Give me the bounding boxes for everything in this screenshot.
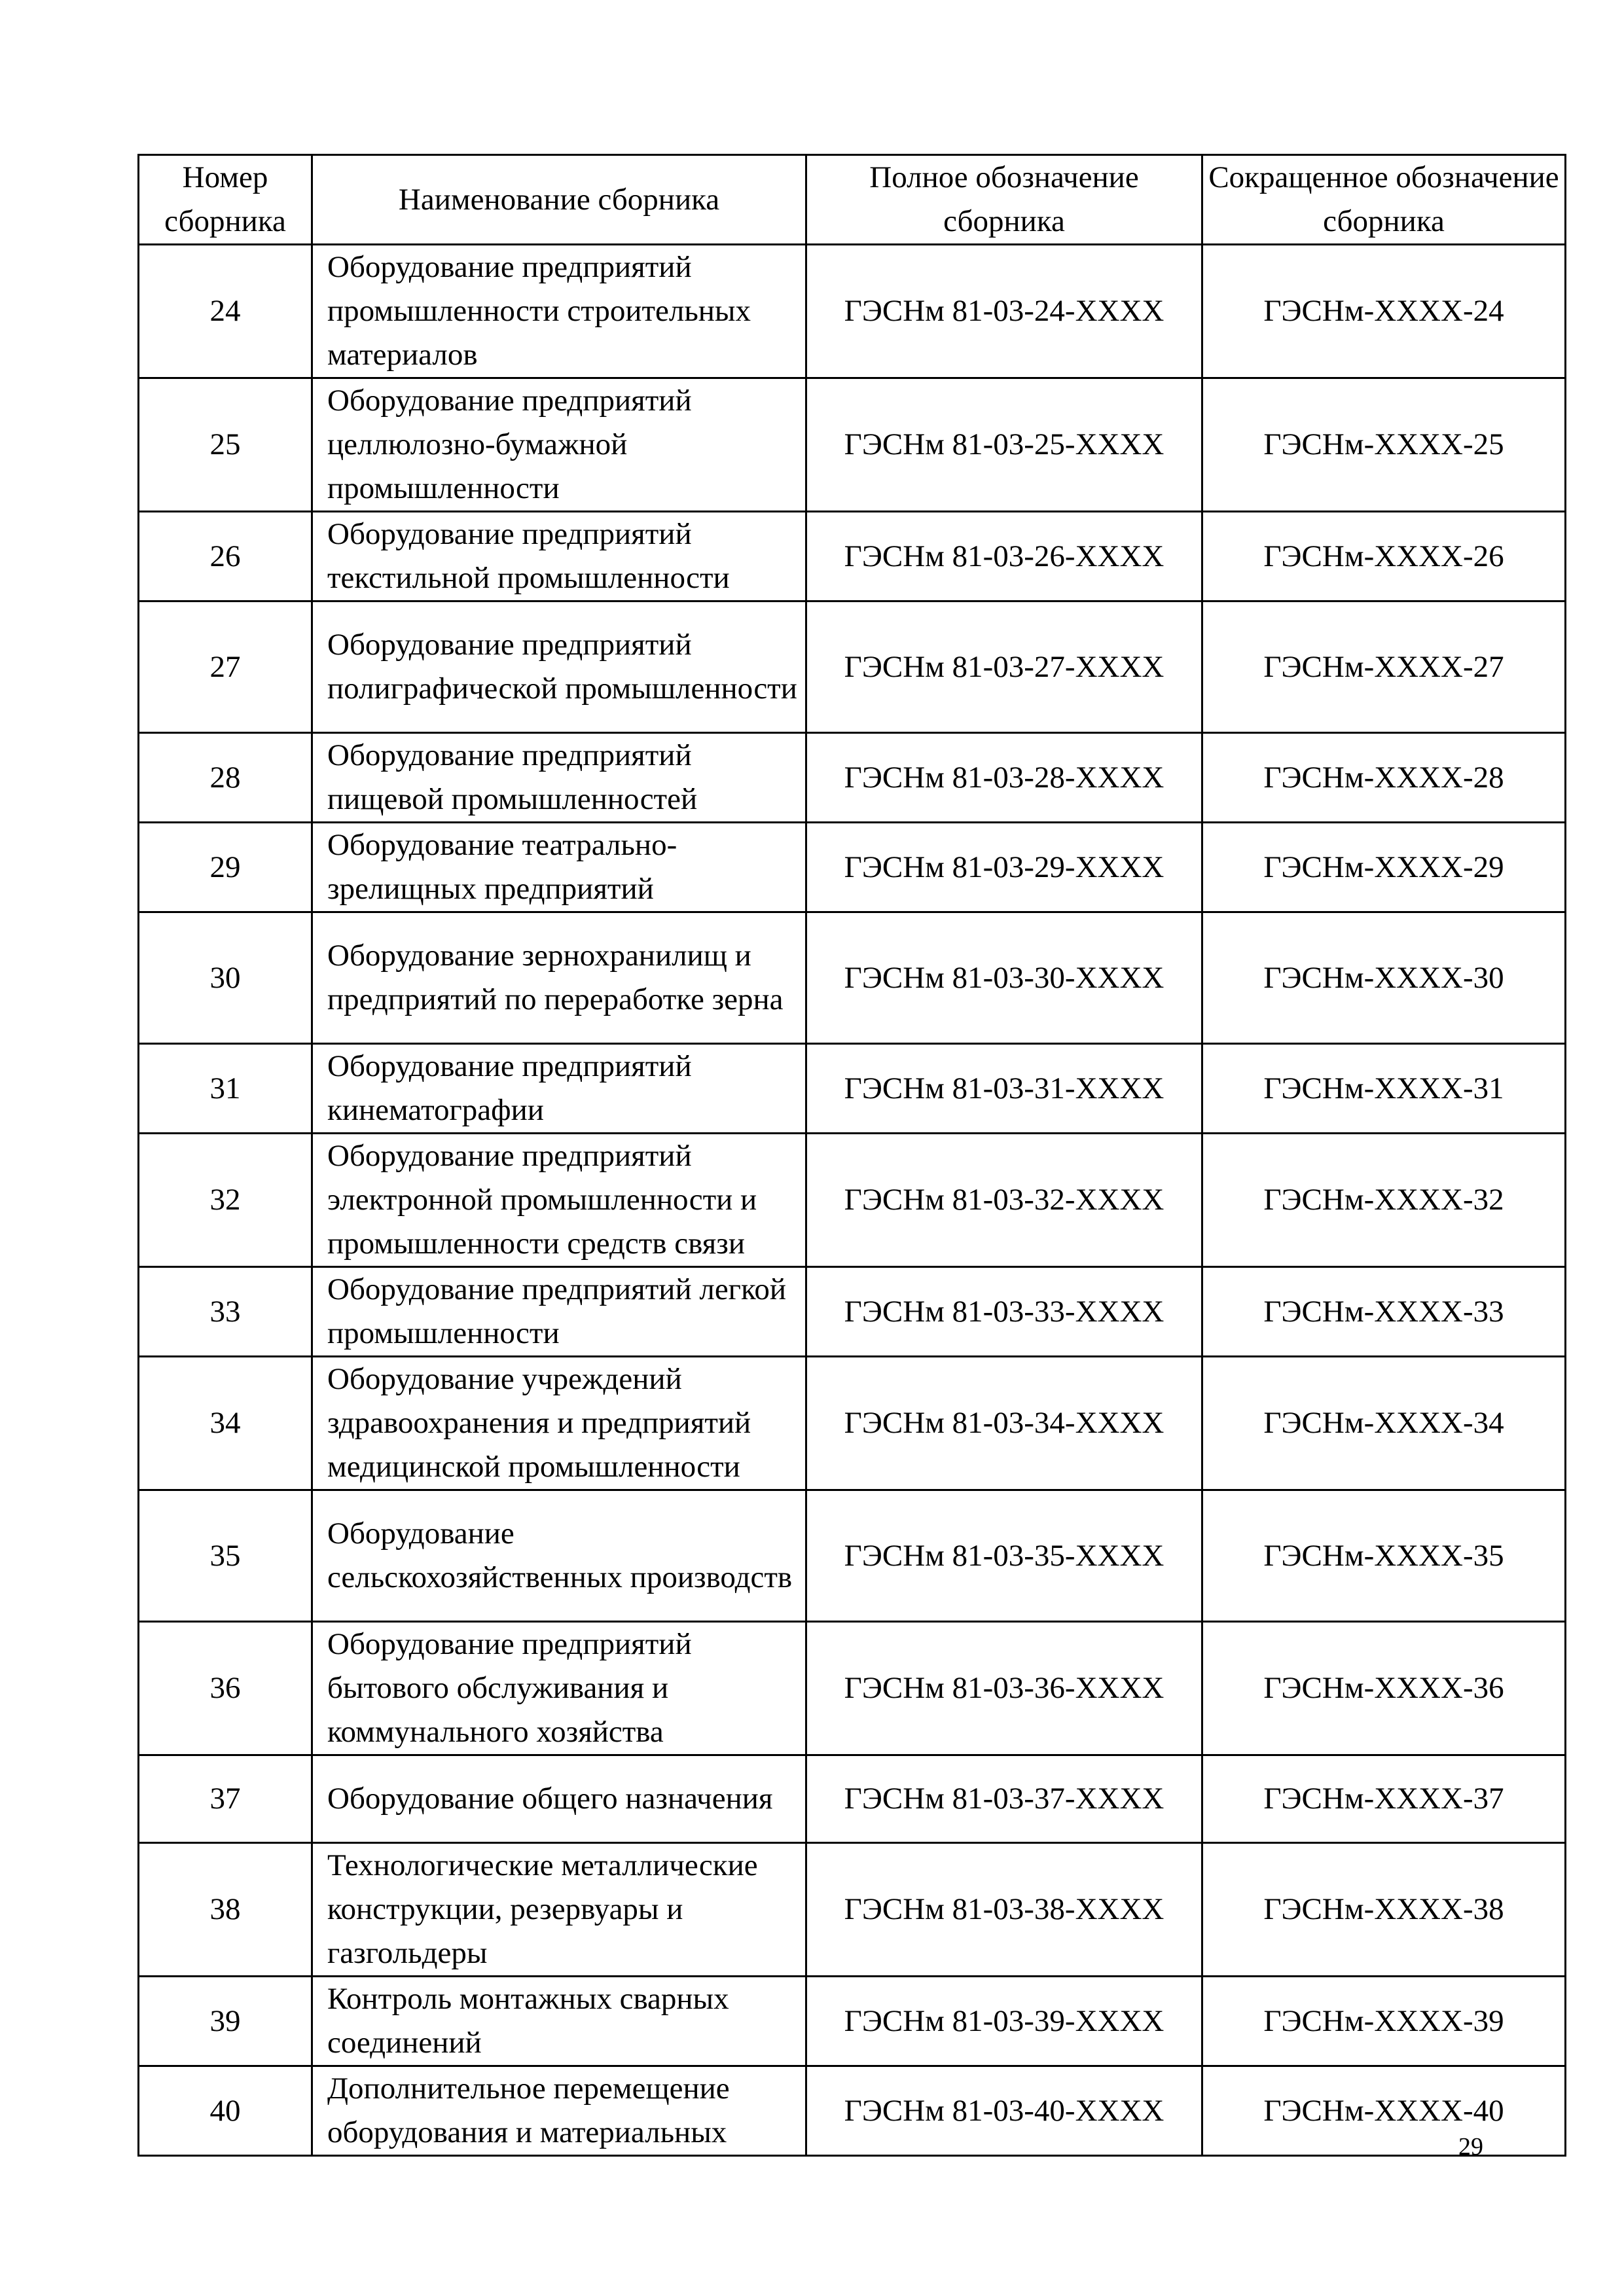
header-name: Наименование сборника bbox=[312, 155, 806, 245]
cell-number: 32 bbox=[139, 1134, 312, 1267]
cell-name: Оборудование предприятий электронной промышленности и промышленности средств связи bbox=[312, 1134, 806, 1267]
table-row bbox=[139, 245, 1566, 378]
cell-name: Контроль монтажных сварных соединений bbox=[312, 1977, 806, 2066]
cell-short-designation: ГЭСНм-ХХХХ-32 bbox=[1202, 1134, 1566, 1267]
cell-full-designation: ГЭСНм 81-03-35-ХХХХ bbox=[806, 1490, 1202, 1622]
cell-number: 25 bbox=[139, 378, 312, 512]
cell-name: Оборудование общего назначения bbox=[312, 1755, 806, 1843]
cell-name: Оборудование предприятий промышленности строительных материалов bbox=[312, 245, 806, 378]
cell-name: Оборудование предприятий бытового обслуживания и коммунального хозяйства bbox=[312, 1622, 806, 1755]
cell-number: 27 bbox=[139, 601, 312, 733]
table-row bbox=[139, 2066, 1566, 2156]
cell-full-designation: ГЭСНм 81-03-38-ХХХХ bbox=[806, 1843, 1202, 1977]
cell-number: 29 bbox=[139, 823, 312, 912]
cell-name: Оборудование предприятий легкой промышленности bbox=[312, 1267, 806, 1357]
header-full-designation: Полное обозначение сборника bbox=[806, 155, 1202, 245]
cell-short-designation: ГЭСНм-ХХХХ-35 bbox=[1202, 1490, 1566, 1622]
cell-short-designation: ГЭСНм-ХХХХ-40 bbox=[1202, 2066, 1566, 2156]
cell-short-designation: ГЭСНм-ХХХХ-33 bbox=[1202, 1267, 1566, 1357]
cell-name: Дополнительное перемещение оборудования и материальных bbox=[312, 2066, 806, 2156]
table-row bbox=[139, 1755, 1566, 1843]
table-row bbox=[139, 1044, 1566, 1134]
cell-short-designation: ГЭСНм-ХХХХ-34 bbox=[1202, 1357, 1566, 1490]
cell-number: 31 bbox=[139, 1044, 312, 1134]
page-number: 29 bbox=[1458, 2133, 1483, 2161]
cell-short-designation: ГЭСНм-ХХХХ-37 bbox=[1202, 1755, 1566, 1843]
cell-number: 34 bbox=[139, 1357, 312, 1490]
cell-number: 35 bbox=[139, 1490, 312, 1622]
cell-number: 39 bbox=[139, 1977, 312, 2066]
table-row bbox=[139, 1267, 1566, 1357]
table-row bbox=[139, 733, 1566, 823]
cell-full-designation: ГЭСНм 81-03-32-ХХХХ bbox=[806, 1134, 1202, 1267]
cell-short-designation: ГЭСНм-ХХХХ-26 bbox=[1202, 512, 1566, 601]
table-row bbox=[139, 601, 1566, 733]
cell-full-designation: ГЭСНм 81-03-26-ХХХХ bbox=[806, 512, 1202, 601]
cell-short-designation: ГЭСНм-ХХХХ-31 bbox=[1202, 1044, 1566, 1134]
cell-name: Оборудование сельскохозяйственных производств bbox=[312, 1490, 806, 1622]
cell-short-designation: ГЭСНм-ХХХХ-25 bbox=[1202, 378, 1566, 512]
cell-name: Оборудование предприятий полиграфической промышленности bbox=[312, 601, 806, 733]
cell-name: Оборудование театрально-зрелищных предприятий bbox=[312, 823, 806, 912]
cell-full-designation: ГЭСНм 81-03-27-ХХХХ bbox=[806, 601, 1202, 733]
cell-full-designation: ГЭСНм 81-03-24-ХХХХ bbox=[806, 245, 1202, 378]
cell-name: Оборудование предприятий целлюлозно-бумажной промышленности bbox=[312, 378, 806, 512]
table-row bbox=[139, 378, 1566, 512]
cell-full-designation: ГЭСНм 81-03-25-ХХХХ bbox=[806, 378, 1202, 512]
cell-short-designation: ГЭСНм-ХХХХ-24 bbox=[1202, 245, 1566, 378]
cell-short-designation: ГЭСНм-ХХХХ-29 bbox=[1202, 823, 1566, 912]
cell-full-designation: ГЭСНм 81-03-37-ХХХХ bbox=[806, 1755, 1202, 1843]
cell-full-designation: ГЭСНм 81-03-34-ХХХХ bbox=[806, 1357, 1202, 1490]
cell-number: 38 bbox=[139, 1843, 312, 1977]
table-row bbox=[139, 1357, 1566, 1490]
cell-number: 36 bbox=[139, 1622, 312, 1755]
cell-short-designation: ГЭСНм-ХХХХ-27 bbox=[1202, 601, 1566, 733]
cell-full-designation: ГЭСНм 81-03-36-ХХХХ bbox=[806, 1622, 1202, 1755]
cell-number: 30 bbox=[139, 912, 312, 1044]
cell-number: 37 bbox=[139, 1755, 312, 1843]
cell-number: 28 bbox=[139, 733, 312, 823]
cell-full-designation: ГЭСНм 81-03-39-ХХХХ bbox=[806, 1977, 1202, 2066]
table-row bbox=[139, 823, 1566, 912]
cell-name: Технологические металлические конструкции, резервуары и газгольдеры bbox=[312, 1843, 806, 1977]
table-row bbox=[139, 1490, 1566, 1622]
cell-full-designation: ГЭСНм 81-03-28-ХХХХ bbox=[806, 733, 1202, 823]
cell-number: 33 bbox=[139, 1267, 312, 1357]
cell-full-designation: ГЭСНм 81-03-29-ХХХХ bbox=[806, 823, 1202, 912]
cell-full-designation: ГЭСНм 81-03-30-ХХХХ bbox=[806, 912, 1202, 1044]
cell-full-designation: ГЭСНм 81-03-33-ХХХХ bbox=[806, 1267, 1202, 1357]
cell-full-designation: ГЭСНм 81-03-40-ХХХХ bbox=[806, 2066, 1202, 2156]
cell-name: Оборудование зернохранилищ и предприятий по переработке зерна bbox=[312, 912, 806, 1044]
table-row bbox=[139, 912, 1566, 1044]
table-row bbox=[139, 1843, 1566, 1977]
table-row bbox=[139, 1622, 1566, 1755]
cell-name: Оборудование учреждений здравоохранения и предприятий медицинской промышленности bbox=[312, 1357, 806, 1490]
table-header-row bbox=[139, 155, 1566, 245]
cell-name: Оборудование предприятий кинематографии bbox=[312, 1044, 806, 1134]
cell-full-designation: ГЭСНм 81-03-31-ХХХХ bbox=[806, 1044, 1202, 1134]
cell-short-designation: ГЭСНм-ХХХХ-38 bbox=[1202, 1843, 1566, 1977]
collections-table bbox=[137, 154, 1566, 2157]
cell-short-designation: ГЭСНм-ХХХХ-39 bbox=[1202, 1977, 1566, 2066]
cell-number: 40 bbox=[139, 2066, 312, 2156]
cell-short-designation: ГЭСНм-ХХХХ-30 bbox=[1202, 912, 1566, 1044]
cell-name: Оборудование предприятий пищевой промышленностей bbox=[312, 733, 806, 823]
cell-name: Оборудование предприятий текстильной промышленности bbox=[312, 512, 806, 601]
table-row bbox=[139, 512, 1566, 601]
cell-short-designation: ГЭСНм-ХХХХ-36 bbox=[1202, 1622, 1566, 1755]
header-short-designation: Сокращенное обозначение сборника bbox=[1202, 155, 1566, 245]
table-row bbox=[139, 1134, 1566, 1267]
cell-number: 24 bbox=[139, 245, 312, 378]
cell-short-designation: ГЭСНм-ХХХХ-28 bbox=[1202, 733, 1566, 823]
table-row bbox=[139, 1977, 1566, 2066]
cell-number: 26 bbox=[139, 512, 312, 601]
header-number: Номер сборника bbox=[139, 155, 312, 245]
